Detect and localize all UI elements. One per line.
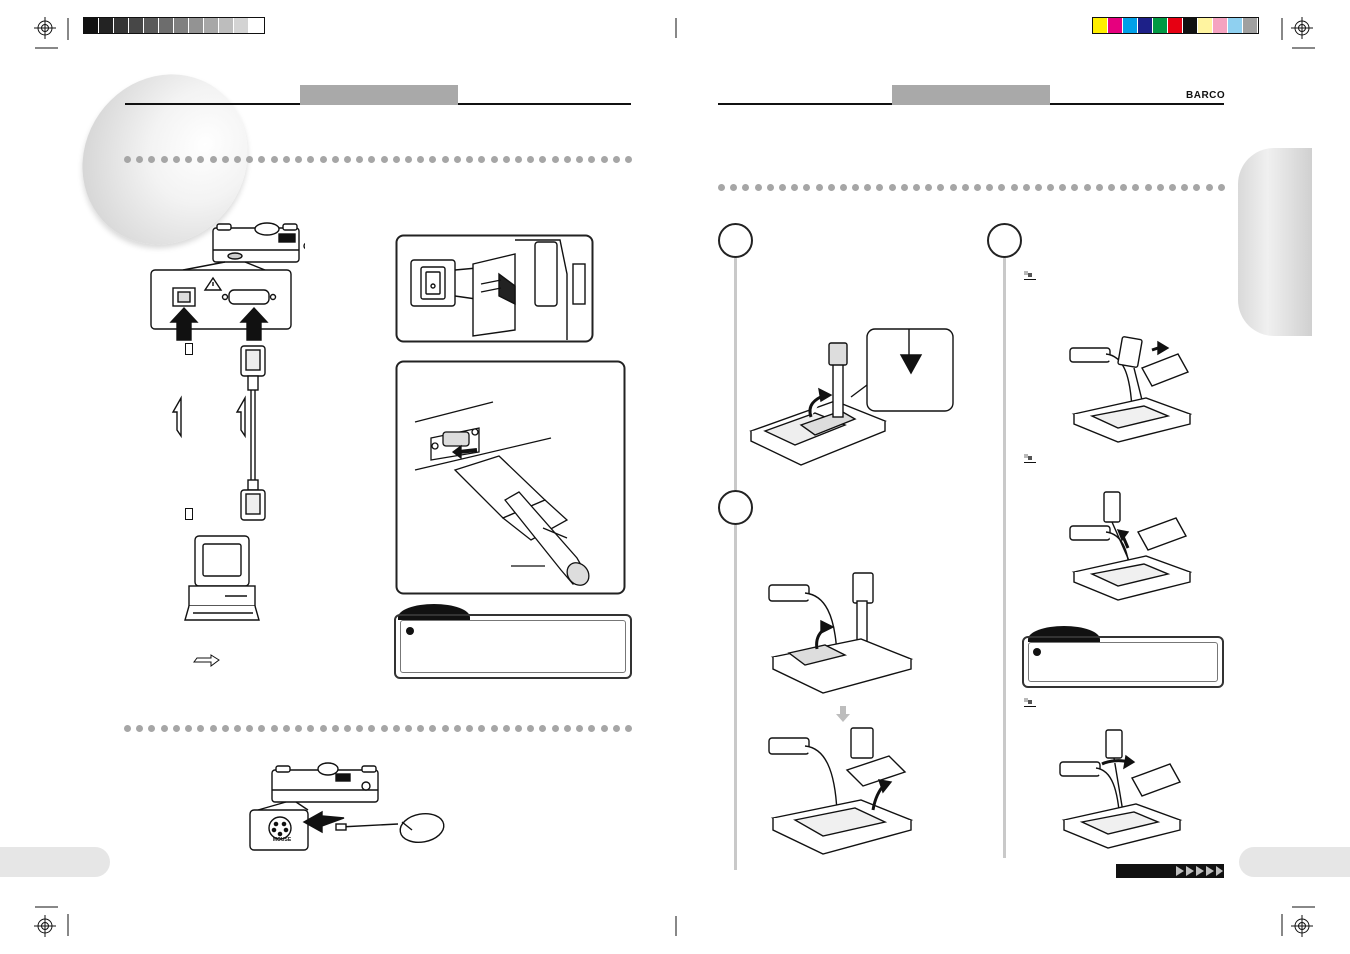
- divider-dot: [539, 156, 546, 163]
- divider-dot: [405, 725, 412, 732]
- divider-dot: [962, 184, 969, 191]
- section-thumb-tab: [1238, 148, 1312, 336]
- sub-bullet-icon: [1024, 276, 1036, 280]
- divider-dot: [1108, 184, 1115, 191]
- header-rule-right-2: [1050, 103, 1224, 105]
- camera-illustration-step2a: [765, 565, 915, 695]
- divider-dot: [417, 725, 424, 732]
- divider-dot: [197, 725, 204, 732]
- color-swatch: [249, 18, 264, 33]
- camera-illustration-step3b: [1068, 488, 1192, 602]
- divider-dot: [429, 156, 436, 163]
- divider-dot: [539, 725, 546, 732]
- color-swatch: [84, 18, 99, 33]
- divider-dot: [405, 156, 412, 163]
- divider-dot: [1181, 184, 1188, 191]
- connection-diagram: [145, 218, 305, 628]
- divider-dot: [454, 156, 461, 163]
- divider-dot: [1157, 184, 1164, 191]
- divider-dot: [625, 156, 632, 163]
- dotted-divider: [124, 724, 632, 732]
- divider-dot: [816, 184, 823, 191]
- camera-illustration-step2b: [765, 726, 915, 858]
- divider-dot: [1071, 184, 1078, 191]
- divider-dot: [613, 725, 620, 732]
- divider-dot: [552, 156, 559, 163]
- divider-dot: [246, 156, 253, 163]
- divider-dot: [124, 156, 131, 163]
- divider-dot: [974, 184, 981, 191]
- step-guide-line: [734, 525, 737, 870]
- divider-dot: [588, 725, 595, 732]
- color-swatch: [1198, 18, 1213, 33]
- color-swatch: [174, 18, 189, 33]
- divider-dot: [381, 725, 388, 732]
- dotted-divider: [124, 155, 632, 163]
- camera-illustration-step3a: [1068, 332, 1192, 444]
- divider-dot: [173, 156, 180, 163]
- divider-dot: [295, 156, 302, 163]
- divider-dot: [491, 156, 498, 163]
- divider-dot: [478, 156, 485, 163]
- divider-dot: [417, 156, 424, 163]
- divider-dot: [503, 156, 510, 163]
- sub-bullet-icon: [1024, 459, 1036, 463]
- divider-dot: [779, 184, 786, 191]
- divider-dot: [527, 725, 534, 732]
- divider-dot: [515, 725, 522, 732]
- note-bullet-icon: [1033, 648, 1041, 656]
- page-number-pill-left: [0, 847, 110, 877]
- divider-dot: [840, 184, 847, 191]
- divider-dot: [613, 156, 620, 163]
- computer-icon: [185, 536, 259, 620]
- divider-dot: [913, 184, 920, 191]
- divider-dot: [478, 725, 485, 732]
- color-bar: [1092, 17, 1259, 34]
- mouse-port-label: MOUSE: [272, 837, 292, 843]
- label-marker: [185, 508, 193, 520]
- divider-dot: [876, 184, 883, 191]
- divider-dot: [1011, 184, 1018, 191]
- divider-dot: [564, 725, 571, 732]
- color-swatch: [1093, 18, 1108, 33]
- divider-dot: [466, 725, 473, 732]
- cable-screw-diagram: [395, 360, 627, 596]
- divider-dot: [368, 725, 375, 732]
- color-swatch: [144, 18, 159, 33]
- divider-dot: [320, 725, 327, 732]
- divider-dot: [552, 725, 559, 732]
- color-swatch: [1168, 18, 1183, 33]
- divider-dot: [258, 156, 265, 163]
- divider-dot: [998, 184, 1005, 191]
- divider-dot: [161, 725, 168, 732]
- divider-dot: [503, 725, 510, 732]
- divider-dot: [222, 725, 229, 732]
- divider-dot: [1206, 184, 1213, 191]
- step-circle-3: [987, 223, 1022, 258]
- color-swatch: [1243, 18, 1258, 33]
- divider-dot: [271, 156, 278, 163]
- divider-dot: [515, 156, 522, 163]
- step-guide-line: [734, 258, 737, 490]
- color-swatch: [129, 18, 144, 33]
- header-rule-left-2: [458, 103, 631, 105]
- color-swatch: [234, 18, 249, 33]
- registration-mark-icon: [34, 17, 56, 39]
- divider-dot: [527, 156, 534, 163]
- note-bullet-icon: [406, 627, 414, 635]
- header-rule-left: [125, 103, 300, 105]
- outline-arrow-icon: [173, 398, 181, 436]
- divider-dot: [925, 184, 932, 191]
- next-page-indicator: [1116, 864, 1224, 878]
- divider-dot: [393, 156, 400, 163]
- color-swatch: [1213, 18, 1228, 33]
- divider-dot: [173, 725, 180, 732]
- registration-mark-icon: [1291, 915, 1313, 937]
- color-swatch: [1228, 18, 1243, 33]
- divider-dot: [576, 725, 583, 732]
- registration-mark-icon: [34, 915, 56, 937]
- divider-dot: [442, 156, 449, 163]
- divider-dot: [1145, 184, 1152, 191]
- divider-dot: [234, 725, 241, 732]
- divider-dot: [295, 725, 302, 732]
- outline-arrow-icon: [193, 654, 221, 668]
- divider-dot: [803, 184, 810, 191]
- divider-dot: [124, 725, 131, 732]
- dotted-divider: [718, 183, 1225, 191]
- camera-illustration-step3c: [1058, 722, 1186, 858]
- divider-dot: [601, 156, 608, 163]
- note-box: [394, 614, 632, 679]
- divider-dot: [185, 156, 192, 163]
- color-swatch: [1153, 18, 1168, 33]
- header-rule-right: [718, 103, 892, 105]
- color-swatch: [114, 18, 129, 33]
- divider-dot: [730, 184, 737, 191]
- divider-dot: [222, 156, 229, 163]
- divider-dot: [344, 725, 351, 732]
- divider-dot: [368, 156, 375, 163]
- color-swatch: [189, 18, 204, 33]
- divider-dot: [271, 725, 278, 732]
- divider-dot: [937, 184, 944, 191]
- divider-dot: [307, 725, 314, 732]
- divider-dot: [864, 184, 871, 191]
- divider-dot: [1059, 184, 1066, 191]
- divider-dot: [767, 184, 774, 191]
- outline-arrow-icon: [237, 398, 245, 436]
- divider-dot: [381, 156, 388, 163]
- divider-dot: [283, 725, 290, 732]
- divider-dot: [344, 156, 351, 163]
- step-circle-2: [718, 490, 753, 525]
- divider-dot: [901, 184, 908, 191]
- divider-dot: [356, 156, 363, 163]
- divider-dot: [576, 156, 583, 163]
- divider-dot: [393, 725, 400, 732]
- divider-dot: [136, 156, 143, 163]
- sub-bullet-icon: [1024, 703, 1036, 707]
- divider-dot: [307, 156, 314, 163]
- divider-dot: [210, 156, 217, 163]
- divider-dot: [986, 184, 993, 191]
- divider-dot: [466, 156, 473, 163]
- divider-dot: [742, 184, 749, 191]
- divider-dot: [828, 184, 835, 191]
- color-swatch: [159, 18, 174, 33]
- divider-dot: [1047, 184, 1054, 191]
- divider-dot: [161, 156, 168, 163]
- divider-dot: [491, 725, 498, 732]
- power-switch-icon: [411, 260, 455, 306]
- divider-dot: [1193, 184, 1200, 191]
- power-switch-diagram: [395, 234, 595, 344]
- color-swatch: [1123, 18, 1138, 33]
- divider-dot: [588, 156, 595, 163]
- divider-dot: [136, 725, 143, 732]
- divider-dot: [1132, 184, 1139, 191]
- step-circle-1: [718, 223, 753, 258]
- color-swatch: [204, 18, 219, 33]
- color-swatch: [99, 18, 114, 33]
- divider-dot: [755, 184, 762, 191]
- divider-dot: [210, 725, 217, 732]
- divider-dot: [601, 725, 608, 732]
- divider-dot: [332, 725, 339, 732]
- color-swatch: [219, 18, 234, 33]
- divider-dot: [320, 156, 327, 163]
- divider-dot: [283, 156, 290, 163]
- mouse-icon: [398, 810, 446, 845]
- divider-dot: [1023, 184, 1030, 191]
- divider-dot: [442, 725, 449, 732]
- barco-logo: BARCO: [1186, 90, 1226, 101]
- divider-dot: [332, 156, 339, 163]
- header-tab-right: [892, 85, 1050, 105]
- divider-dot: [185, 725, 192, 732]
- divider-dot: [1096, 184, 1103, 191]
- divider-dot: [429, 725, 436, 732]
- label-marker: [185, 343, 193, 355]
- divider-dot: [246, 725, 253, 732]
- grayscale-bar: [83, 17, 265, 34]
- divider-dot: [454, 725, 461, 732]
- divider-dot: [1169, 184, 1176, 191]
- page-number-pill-right: [1239, 847, 1350, 877]
- divider-dot: [258, 725, 265, 732]
- color-swatch: [1183, 18, 1198, 33]
- header-tab-left: [300, 85, 458, 105]
- divider-dot: [1084, 184, 1091, 191]
- divider-dot: [197, 156, 204, 163]
- divider-dot: [791, 184, 798, 191]
- divider-dot: [718, 184, 725, 191]
- divider-dot: [1035, 184, 1042, 191]
- color-swatch: [1138, 18, 1153, 33]
- divider-dot: [852, 184, 859, 191]
- divider-dot: [889, 184, 896, 191]
- color-swatch: [1108, 18, 1123, 33]
- divider-dot: [1120, 184, 1127, 191]
- camera-illustration-step1: [745, 325, 957, 473]
- next-arrows-icon: [1116, 864, 1224, 878]
- arrow-down-icon: [836, 706, 850, 722]
- divider-dot: [148, 156, 155, 163]
- divider-dot: [950, 184, 957, 191]
- divider-dot: [234, 156, 241, 163]
- registration-mark-icon: [1291, 17, 1313, 39]
- step-guide-line: [1003, 258, 1006, 858]
- divider-dot: [356, 725, 363, 732]
- note-box: [1022, 636, 1224, 688]
- divider-dot: [625, 725, 632, 732]
- divider-dot: [1218, 184, 1225, 191]
- divider-dot: [148, 725, 155, 732]
- divider-dot: [564, 156, 571, 163]
